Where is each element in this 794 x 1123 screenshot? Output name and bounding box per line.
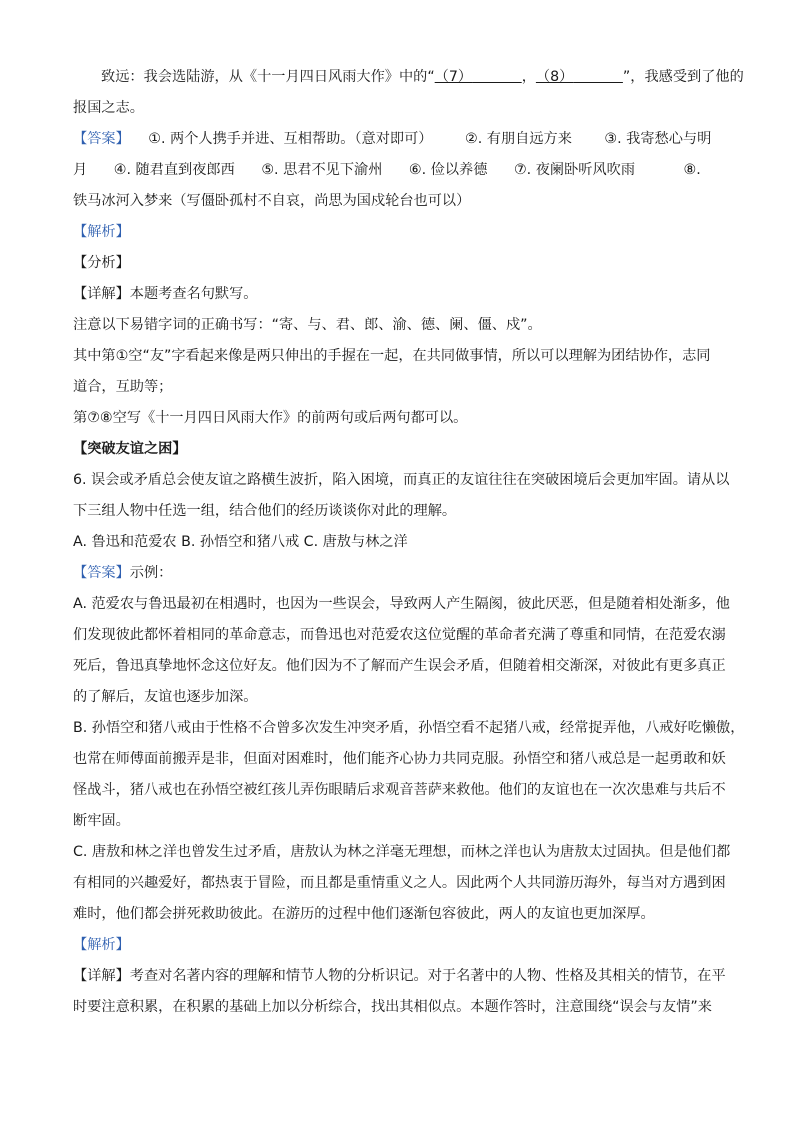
answer-a-1: A. 范爱农与鲁迅最初在相遇时，也因为一些误会，导致两人产生隔阂，彼此厌恶，但是随着相处渐多，他 xyxy=(73,596,730,612)
detail2-line-2: 时要注意积累，在积累的基础上加以分析综合，找出其相似点。本题作答时，注意围绕“误会与友情”来 xyxy=(73,999,712,1015)
question-6-line-1: 6. 误会或矛盾总会使友谊之路横生波折，陷入困境，而真正的友谊往往在突破困境后会更加牢固。请从以 xyxy=(73,472,730,488)
detail-line-2: 注意以下易错字词的正确书写：“寄、与、君、郎、渝、德、阑、僵、戍”。 xyxy=(73,317,542,333)
analysis-tag-2: 【解析】 xyxy=(73,937,130,953)
fenxi-tag: 【分析】 xyxy=(73,255,130,271)
answer-a-4: 的了解后，友谊也逐步加深。 xyxy=(73,689,258,705)
blank-8: （8） xyxy=(535,69,574,85)
section-heading: 【突破友谊之困】 xyxy=(73,441,187,457)
analysis-tag: 【解析】 xyxy=(73,224,130,240)
detail-line-3: 其中第①空“友”字看起来像是两只伸出的手握在一起，在共同做事情，所以可以理解为团结协作，志同 xyxy=(73,348,711,364)
text-line: 报国之志。 xyxy=(73,100,144,116)
fill-blank-line xyxy=(73,62,744,93)
answer-tag: 【答案】 xyxy=(73,131,130,147)
detail2-line-1: 【详解】考查对名著内容的理解和情节人物的分析识记。对于名著中的人物、性格及其相关的情节，在平 xyxy=(73,968,726,984)
answer-line-3: 铁马冰河入梦来（写僵卧孤村不自哀，尚思为国戍轮台也可以） xyxy=(73,193,471,209)
answer-a-3: 死后，鲁迅真挚地怀念这位好友。他们因为不了解而产生误会矛盾，但随着相交渐深，对彼此有更多真正 xyxy=(73,658,726,674)
answer-b-4: 断牢固。 xyxy=(73,813,130,829)
question-6-line-2: 下三组人物中任选一组，结合他们的经历谈谈你对此的理解。 xyxy=(73,503,457,519)
answer-c-2: 有相同的兴趣爱好，都热衷于冒险，而且都是重情重义之人。因此两个人共同游历海外，每当对方遇到困 xyxy=(73,875,726,891)
text: ”，我感受到了他的 xyxy=(622,69,744,85)
text: ， xyxy=(521,69,536,85)
blank-7: （7） xyxy=(434,69,473,85)
answer-b-1: B. 孙悟空和猪八戒由于性格不合曾多次发生冲突矛盾，孙悟空看不起猪八戒，经常捉弄他，八戒好吃懒傲， xyxy=(73,720,745,736)
question-6-options: A. 鲁迅和范爱农 B. 孙悟空和猪八戒 C. 唐敖与林之洋 xyxy=(73,534,408,550)
detail-line-5: 第⑦⑧空写《十一月四日风雨大作》的前两句或后两句都可以。 xyxy=(73,410,468,426)
answer2-header: 【答案】示例： xyxy=(73,565,173,581)
text: 致远：我会选陆游，从《十一月四日风雨大作》中的“ xyxy=(101,69,435,85)
answer-line-1: 【答案】 ①. 两个人携手并进、互相帮助。（意对即可） ②. 有朋自远方来 ③. 我寄愁心与明 xyxy=(73,131,712,147)
document-body xyxy=(73,62,745,1023)
answer-c-3: 难时，他们都会拼死救助彼此。在游历的过程中他们逐渐包容彼此，两人的友谊也更加深厚。 xyxy=(73,906,655,922)
answer-b-3: 怪战斗，猪八戒也在孙悟空被红孩儿弄伤眼睛后求观音菩萨来救他。他们的友谊也在一次次患难与共后不 xyxy=(73,782,726,798)
detail-line-4: 道合，互助等； xyxy=(73,379,173,395)
answer-b-2: 也常在师傅面前搬弄是非，但面对困难时，他们能齐心协力共同克服。孙悟空和猪八戒总是一起勇敢和妖 xyxy=(73,751,726,767)
answer-c-1: C. 唐敖和林之洋也曾发生过矛盾，唐敖认为林之洋毫无理想，而林之洋也认为唐敖太过固执。但是他们都 xyxy=(73,844,731,860)
answer-line-2: 月 ④. 随君直到夜郎西 ⑤. 思君不见下渝州 ⑥. 俭以养德 ⑦. 夜阑卧听风吹雨 ⑧. xyxy=(73,162,701,178)
detail-line-1: 【详解】本题考查名句默写。 xyxy=(73,286,258,302)
answer-a-2: 们发现彼此都怀着相同的革命意志，而鲁迅也对范爱农这位觉醒的革命者充满了尊重和同情，在范爱农溺 xyxy=(73,627,726,643)
